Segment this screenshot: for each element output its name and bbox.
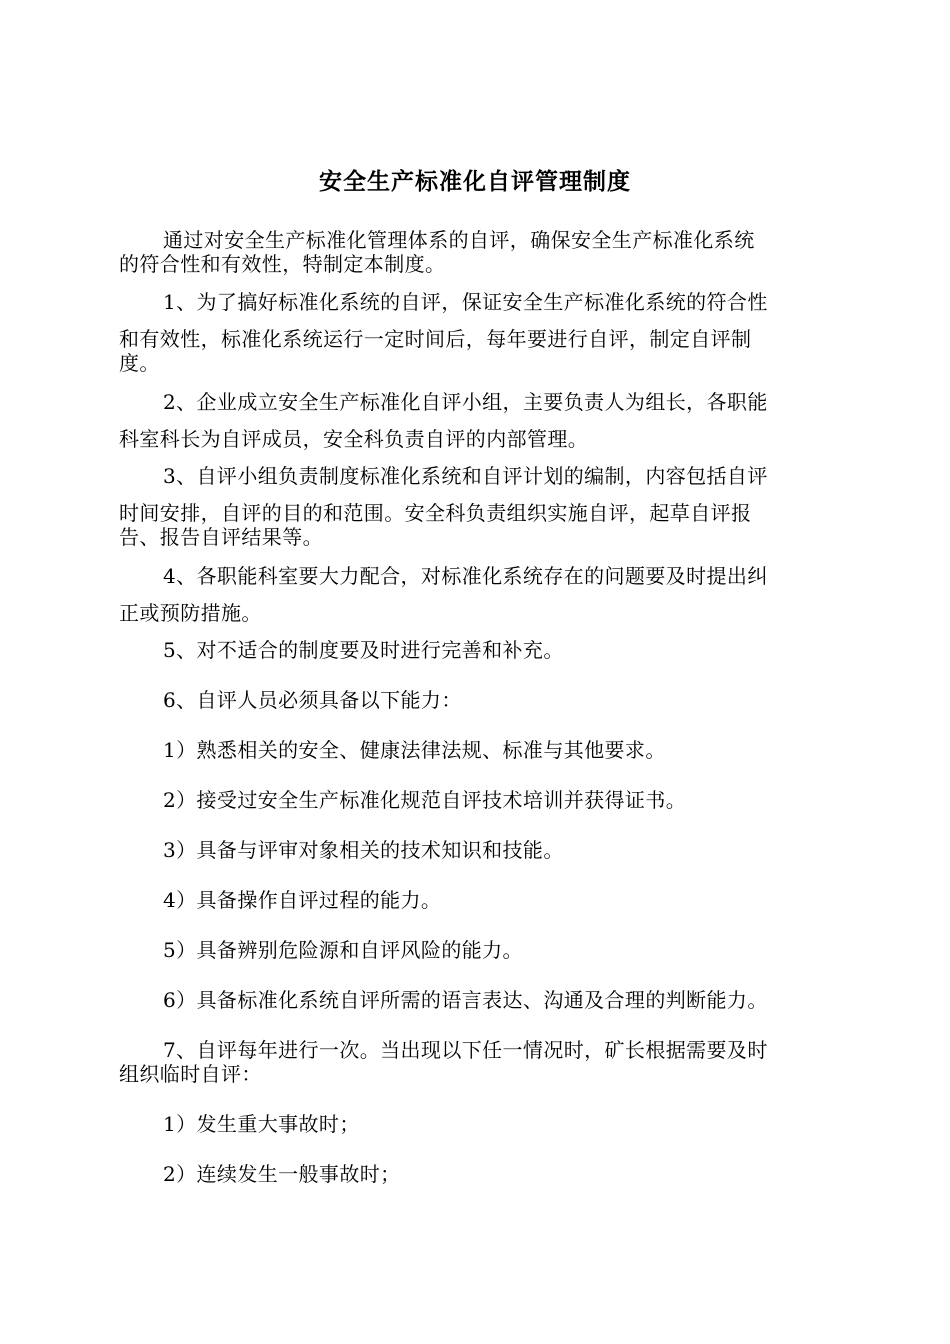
paragraph-line: 5、对不适合的制度要及时进行完善和补充。 (163, 638, 564, 662)
paragraph-line: 3、自评小组负责制度标准化系统和自评计划的编制，内容包括自评 (163, 464, 768, 488)
paragraph-intro (119, 226, 831, 278)
paragraph-item-5 (119, 636, 831, 664)
paragraph-line: 2）连续发生一般事故时； (163, 1162, 401, 1186)
page-title: 安全生产标准化自评管理制度 (319, 169, 631, 195)
paragraph-line: 6）具备标准化系统自评所需的语言表达、沟通及合理的判断能力。 (163, 988, 768, 1012)
paragraph-line: 1）发生重大事故时； (163, 1112, 360, 1136)
paragraph-line: 7、自评每年进行一次。当出现以下任一情况时，矿长根据需要及时 (163, 1038, 768, 1062)
paragraph-line: 5）具备辨别危险源和自评风险的能力。 (163, 938, 523, 962)
paragraph-line: 通过对安全生产标准化管理体系的自评，确保安全生产标准化系统 (163, 228, 755, 252)
paragraph-line: 4）具备操作自评过程的能力。 (163, 888, 442, 912)
paragraph-line: 的符合性和有效性，特制定本制度。 (119, 252, 446, 276)
paragraph-line: 2）接受过安全生产标准化规范自评技术培训并获得证书。 (163, 788, 687, 812)
paragraph-line: 组织临时自评： (119, 1062, 262, 1086)
paragraph-line: 4、各职能科室要大力配合，对标准化系统存在的问题要及时提出纠 (163, 564, 768, 588)
paragraph-line: 1、为了搞好标准化系统的自评，保证安全生产标准化系统的符合性 (163, 290, 768, 314)
list-item (119, 836, 831, 864)
list-item (119, 1110, 831, 1138)
paragraph-line: 科室科长为自评成员，安全科负责自评的内部管理。 (119, 427, 589, 451)
list-item (119, 936, 831, 964)
list-item (119, 986, 831, 1014)
list-item (119, 786, 831, 814)
paragraph-line: 3）具备与评审对象相关的技术知识和技能。 (163, 838, 564, 862)
paragraph-line: 2、企业成立安全生产标准化自评小组，主要负责人为组长，各职能 (163, 390, 768, 414)
paragraph-item-1 (119, 288, 831, 377)
paragraph-item-7 (119, 1036, 831, 1088)
paragraph-line: 6、自评人员必须具备以下能力： (163, 688, 462, 712)
paragraph-line: 时间安排，自评的目的和范围。安全科负责组织实施自评，起草自评报 (119, 501, 752, 525)
list-item (119, 736, 831, 764)
list-item (119, 886, 831, 914)
paragraph-line: 和有效性，标准化系统运行一定时间后，每年要进行自评，制定自评制 (119, 327, 752, 351)
paragraph-item-3 (119, 462, 831, 551)
paragraph-line: 正或预防措施。 (119, 601, 262, 625)
paragraph-item-4 (119, 562, 831, 627)
paragraph-item-6 (119, 686, 831, 714)
paragraph-line: 度。 (119, 351, 160, 375)
list-item (119, 1160, 831, 1188)
paragraph-line: 告、报告自评结果等。 (119, 525, 323, 549)
paragraph-line: 1）熟悉相关的安全、健康法律法规、标准与其他要求。 (163, 738, 666, 762)
paragraph-item-2 (119, 388, 831, 453)
